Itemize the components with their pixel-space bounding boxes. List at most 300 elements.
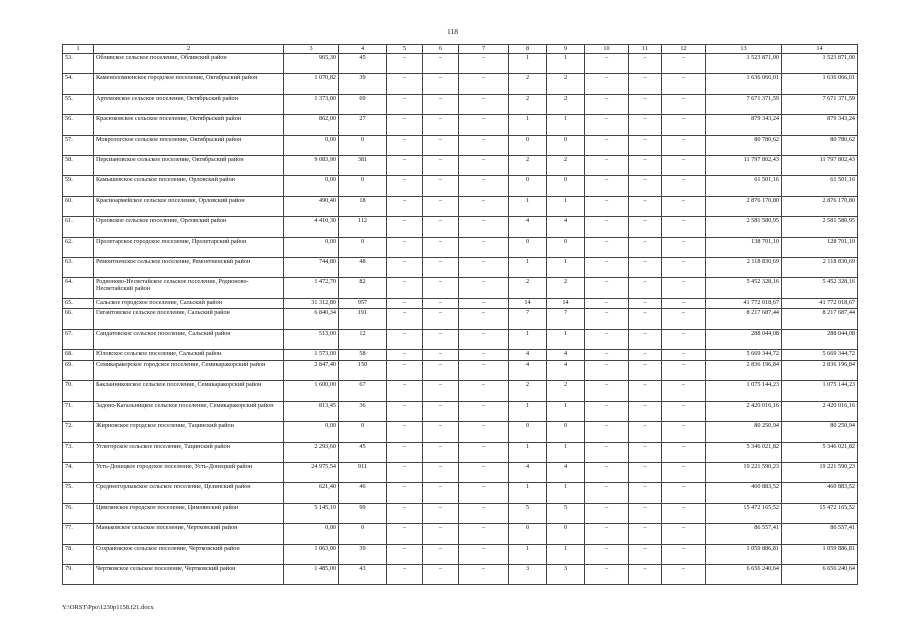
value-cell: 80 780,62 — [706, 135, 782, 155]
municipality-name-cell: Маньковское сельское поселение, Чертковский район — [94, 524, 284, 544]
value-cell: – — [585, 401, 629, 421]
value-cell: – — [387, 298, 423, 309]
value-cell: – — [423, 217, 459, 237]
value-cell: 5 — [547, 503, 585, 523]
value-cell: – — [387, 401, 423, 421]
value-cell: 1 — [509, 401, 547, 421]
value-cell: 41 772 018,67 — [782, 298, 858, 309]
value-cell: 0 — [509, 524, 547, 544]
value-cell: 1 — [547, 442, 585, 462]
header-cell: 4 — [339, 45, 387, 54]
row-number-cell: 55. — [63, 94, 94, 114]
value-cell: 1 — [509, 257, 547, 277]
value-cell: 86 557,41 — [782, 524, 858, 544]
value-cell: 0 — [547, 135, 585, 155]
value-cell: 0 — [547, 176, 585, 196]
value-cell: 45 — [339, 54, 387, 74]
value-cell: – — [585, 544, 629, 564]
value-cell: – — [662, 217, 706, 237]
value-cell: 112 — [339, 217, 387, 237]
municipality-name-cell: Персиановское сельское поселение, Октябрьский район — [94, 155, 284, 175]
value-cell: – — [423, 544, 459, 564]
value-cell: – — [629, 257, 662, 277]
value-cell: – — [662, 54, 706, 74]
value-cell: 1 — [547, 257, 585, 277]
value-cell: – — [662, 309, 706, 329]
row-number-cell: 68. — [63, 350, 94, 361]
value-cell: – — [423, 54, 459, 74]
value-cell: – — [423, 94, 459, 114]
value-cell: – — [585, 278, 629, 298]
value-cell: – — [387, 544, 423, 564]
value-cell: 4 — [509, 350, 547, 361]
value-cell: 46 — [339, 483, 387, 503]
value-cell: – — [387, 463, 423, 483]
table-row — [63, 361, 858, 381]
municipality-name-cell: Гигантовское сельское поселение, Сальский район — [94, 309, 284, 329]
value-cell: 12 — [339, 329, 387, 349]
row-number-cell: 67. — [63, 329, 94, 349]
value-cell: 7 671 371,59 — [782, 94, 858, 114]
row-number-cell: 65. — [63, 298, 94, 309]
value-cell: 4 410,30 — [284, 217, 339, 237]
value-cell: – — [387, 135, 423, 155]
value-cell: – — [629, 442, 662, 462]
value-cell: – — [629, 503, 662, 523]
value-cell: 2 293,60 — [284, 442, 339, 462]
row-number-cell: 72. — [63, 422, 94, 442]
value-cell: – — [459, 309, 509, 329]
value-cell: 0 — [339, 524, 387, 544]
value-cell: – — [387, 94, 423, 114]
value-cell: 1 059 886,81 — [706, 544, 782, 564]
table-row — [63, 298, 858, 309]
value-cell: – — [629, 135, 662, 155]
value-cell: 39 — [339, 544, 387, 564]
value-cell: – — [423, 155, 459, 175]
value-cell: – — [387, 237, 423, 257]
municipality-name-cell: Красноармейское сельское поселение, Орловский район — [94, 196, 284, 216]
value-cell: 24 975,54 — [284, 463, 339, 483]
value-cell: – — [629, 196, 662, 216]
row-number-cell: 57. — [63, 135, 94, 155]
table-row — [63, 463, 858, 483]
value-cell: 0,00 — [284, 524, 339, 544]
header-cell: 1 — [63, 45, 94, 54]
value-cell: 0 — [509, 176, 547, 196]
value-cell: – — [459, 329, 509, 349]
table-row — [63, 524, 858, 544]
value-cell: – — [585, 309, 629, 329]
value-cell: 8 217 687,44 — [782, 309, 858, 329]
value-cell: 2 — [547, 381, 585, 401]
value-cell: 1 636 066,01 — [706, 74, 782, 94]
value-cell: – — [459, 217, 509, 237]
value-cell: – — [585, 257, 629, 277]
value-cell: – — [423, 463, 459, 483]
value-cell: – — [629, 350, 662, 361]
value-cell: – — [387, 503, 423, 523]
value-cell: – — [387, 257, 423, 277]
value-cell: 4 — [547, 463, 585, 483]
table-row — [63, 176, 858, 196]
row-number-cell: 60. — [63, 196, 94, 216]
value-cell: – — [459, 54, 509, 74]
value-cell: – — [629, 483, 662, 503]
value-cell: 1 523 871,00 — [782, 54, 858, 74]
value-cell: 1 059 886,81 — [782, 544, 858, 564]
value-cell: – — [585, 94, 629, 114]
value-cell: – — [662, 483, 706, 503]
value-cell: 19 221 590,23 — [782, 463, 858, 483]
municipality-name-cell: Камышевское сельское поселение, Орловский район — [94, 176, 284, 196]
municipality-name-cell: Родионово-Несветайское сельское поселение, Родионово-Несветайский район — [94, 278, 284, 298]
value-cell: – — [662, 564, 706, 584]
value-cell: – — [387, 422, 423, 442]
value-cell: 2 — [509, 155, 547, 175]
value-cell: 1 — [547, 329, 585, 349]
value-cell: 14 — [509, 298, 547, 309]
table-row — [63, 401, 858, 421]
value-cell: 5 145,10 — [284, 503, 339, 523]
value-cell: 11 797 802,43 — [782, 155, 858, 175]
table-row — [63, 278, 858, 298]
value-cell: 86 557,41 — [706, 524, 782, 544]
value-cell: – — [387, 381, 423, 401]
value-cell: 2 836 196,84 — [782, 361, 858, 381]
municipality-name-cell: Жирновское городское поселение, Тацинский район — [94, 422, 284, 442]
value-cell: 3 — [509, 564, 547, 584]
value-cell: 2 581 580,95 — [782, 217, 858, 237]
value-cell: – — [387, 176, 423, 196]
value-cell: 813,45 — [284, 401, 339, 421]
value-cell: – — [423, 483, 459, 503]
value-cell: – — [585, 237, 629, 257]
value-cell: – — [662, 503, 706, 523]
value-cell: 15 472 165,52 — [706, 503, 782, 523]
value-cell: 1 472,70 — [284, 278, 339, 298]
value-cell: – — [423, 298, 459, 309]
value-cell: – — [459, 564, 509, 584]
value-cell: 965,30 — [284, 54, 339, 74]
row-number-cell: 76. — [63, 503, 94, 523]
value-cell: 7 — [509, 309, 547, 329]
value-cell: – — [629, 361, 662, 381]
value-cell: – — [585, 361, 629, 381]
value-cell: 460 883,52 — [782, 483, 858, 503]
data-table — [62, 44, 858, 585]
header-row — [63, 45, 858, 54]
value-cell: – — [629, 422, 662, 442]
table-row — [63, 196, 858, 216]
value-cell: 39 — [339, 74, 387, 94]
value-cell: – — [459, 115, 509, 135]
value-cell: – — [459, 401, 509, 421]
value-cell: – — [387, 74, 423, 94]
value-cell: – — [662, 237, 706, 257]
row-number-cell: 77. — [63, 524, 94, 544]
value-cell: – — [387, 350, 423, 361]
value-cell: – — [662, 74, 706, 94]
value-cell: 1 — [547, 401, 585, 421]
municipality-name-cell: Красюковское сельское поселение, Октябрьский район — [94, 115, 284, 135]
row-number-cell: 64. — [63, 278, 94, 298]
value-cell: – — [387, 361, 423, 381]
value-cell: – — [423, 74, 459, 94]
value-cell: – — [629, 401, 662, 421]
value-cell: 1 — [509, 329, 547, 349]
value-cell: 128 701,10 — [782, 237, 858, 257]
value-cell: 1 573,00 — [284, 350, 339, 361]
value-cell: 0 — [547, 237, 585, 257]
value-cell: – — [585, 135, 629, 155]
row-number-cell: 56. — [63, 115, 94, 135]
value-cell: – — [423, 135, 459, 155]
value-cell: 1 075 144,23 — [782, 381, 858, 401]
table-row — [63, 422, 858, 442]
value-cell: – — [629, 381, 662, 401]
value-cell: – — [629, 544, 662, 564]
value-cell: – — [662, 329, 706, 349]
value-cell: – — [387, 483, 423, 503]
value-cell: 1 — [547, 196, 585, 216]
row-number-cell: 63. — [63, 257, 94, 277]
header-cell: 6 — [423, 45, 459, 54]
value-cell: – — [459, 298, 509, 309]
value-cell: 2 — [547, 278, 585, 298]
municipality-name-cell: Усть-Донецкое городское поселение, Усть-Донецкий район — [94, 463, 284, 483]
value-cell: 2 — [547, 155, 585, 175]
value-cell: 1 — [509, 115, 547, 135]
table-row — [63, 350, 858, 361]
table-row — [63, 135, 858, 155]
header-cell: 14 — [782, 45, 858, 54]
value-cell: – — [423, 422, 459, 442]
value-cell: – — [423, 278, 459, 298]
row-number-cell: 53. — [63, 54, 94, 74]
value-cell: 1 — [547, 483, 585, 503]
value-cell: 0 — [509, 237, 547, 257]
municipality-name-cell: Сандатовское сельское поселение, Сальский район — [94, 329, 284, 349]
value-cell: 31 312,80 — [284, 298, 339, 309]
value-cell: – — [585, 74, 629, 94]
value-cell: 99 — [339, 503, 387, 523]
value-cell: 0,00 — [284, 237, 339, 257]
value-cell: 0 — [339, 176, 387, 196]
value-cell: – — [662, 115, 706, 135]
value-cell: – — [459, 135, 509, 155]
value-cell: 0,00 — [284, 422, 339, 442]
value-cell: – — [662, 298, 706, 309]
value-cell: – — [629, 463, 662, 483]
value-cell: – — [662, 524, 706, 544]
value-cell: 621,40 — [284, 483, 339, 503]
value-cell: 2 876 170,80 — [782, 196, 858, 216]
table-row — [63, 564, 858, 584]
value-cell: 0 — [547, 524, 585, 544]
value-cell: – — [423, 381, 459, 401]
value-cell: 2 836 196,84 — [706, 361, 782, 381]
value-cell: 0 — [339, 135, 387, 155]
value-cell: – — [387, 155, 423, 175]
value-cell: – — [629, 155, 662, 175]
municipality-name-cell: Мокрологское сельское поселение, Октябрьский район — [94, 135, 284, 155]
value-cell: – — [662, 401, 706, 421]
value-cell: 1 600,00 — [284, 381, 339, 401]
value-cell: – — [585, 54, 629, 74]
value-cell: 2 118 830,69 — [782, 257, 858, 277]
value-cell: 2 — [547, 74, 585, 94]
municipality-name-cell: Орловское сельское поселение, Орловский район — [94, 217, 284, 237]
value-cell: – — [459, 483, 509, 503]
value-cell: 15 472 165,52 — [782, 503, 858, 523]
value-cell: 7 671 371,59 — [706, 94, 782, 114]
value-cell: – — [423, 401, 459, 421]
value-cell: – — [585, 115, 629, 135]
value-cell: 490,40 — [284, 196, 339, 216]
header-cell: 10 — [585, 45, 629, 54]
value-cell: 2 420 016,16 — [782, 401, 858, 421]
header-cell: 7 — [459, 45, 509, 54]
row-number-cell: 61. — [63, 217, 94, 237]
value-cell: 5 346 021,82 — [782, 442, 858, 462]
value-cell: 82 — [339, 278, 387, 298]
value-cell: 288 044,08 — [706, 329, 782, 349]
table-header — [63, 45, 858, 54]
table-row — [63, 503, 858, 523]
value-cell: – — [585, 524, 629, 544]
header-cell: 5 — [387, 45, 423, 54]
municipality-name-cell: Сальское городское поселение, Сальский район — [94, 298, 284, 309]
value-cell: 4 — [509, 463, 547, 483]
value-cell: 0 — [547, 422, 585, 442]
value-cell: – — [423, 564, 459, 584]
value-cell: 5 452 328,16 — [706, 278, 782, 298]
value-cell: – — [585, 298, 629, 309]
value-cell: 3 — [547, 564, 585, 584]
value-cell: – — [387, 54, 423, 74]
value-cell: 1 — [509, 544, 547, 564]
value-cell: 80 780,62 — [782, 135, 858, 155]
value-cell: 2 847,40 — [284, 361, 339, 381]
table-row — [63, 544, 858, 564]
value-cell: – — [629, 237, 662, 257]
row-number-cell: 59. — [63, 176, 94, 196]
value-cell: – — [629, 217, 662, 237]
value-cell: 4 — [547, 361, 585, 381]
municipality-name-cell: Артемовское сельское поселение, Октябрьский район — [94, 94, 284, 114]
value-cell: 1 070,82 — [284, 74, 339, 94]
value-cell: 69 — [339, 94, 387, 114]
value-cell: – — [423, 196, 459, 216]
value-cell: – — [662, 196, 706, 216]
value-cell: – — [629, 278, 662, 298]
value-cell: 288 044,08 — [782, 329, 858, 349]
value-cell: – — [662, 463, 706, 483]
value-cell: – — [629, 524, 662, 544]
value-cell: 460 883,52 — [706, 483, 782, 503]
municipality-name-cell: Сохрановское сельское поселение, Чертковский район — [94, 544, 284, 564]
value-cell: – — [629, 94, 662, 114]
value-cell: 2 — [509, 94, 547, 114]
value-cell: 11 797 802,43 — [706, 155, 782, 175]
value-cell: 0 — [509, 135, 547, 155]
footer-path: Y:\ORST\Ppo\1230p1158.f21.docx — [62, 604, 154, 611]
page-number: 118 — [447, 27, 458, 36]
row-number-cell: 74. — [63, 463, 94, 483]
value-cell: 18 — [339, 196, 387, 216]
value-cell: – — [459, 524, 509, 544]
value-cell: – — [423, 309, 459, 329]
value-cell: 862,00 — [284, 115, 339, 135]
municipality-name-cell: Пролетарское городское поселение, Пролетарский район — [94, 237, 284, 257]
row-number-cell: 69. — [63, 361, 94, 381]
value-cell: 1 636 066,01 — [782, 74, 858, 94]
value-cell: 1 — [509, 442, 547, 462]
value-cell: – — [662, 176, 706, 196]
value-cell: 5 346 021,82 — [706, 442, 782, 462]
value-cell: 150 — [339, 361, 387, 381]
value-cell: – — [662, 422, 706, 442]
table-row — [63, 381, 858, 401]
value-cell: 0 — [339, 422, 387, 442]
value-cell: 1 — [509, 483, 547, 503]
value-cell: 0 — [339, 237, 387, 257]
table-row — [63, 329, 858, 349]
value-cell: 19 221 590,23 — [706, 463, 782, 483]
municipality-name-cell: Ремонтненское сельское поселение, Ремонтненский район — [94, 257, 284, 277]
value-cell: – — [585, 176, 629, 196]
header-cell: 13 — [706, 45, 782, 54]
value-cell: – — [459, 196, 509, 216]
value-cell: – — [459, 381, 509, 401]
value-cell: – — [459, 442, 509, 462]
value-cell: – — [629, 298, 662, 309]
value-cell: 6 840,34 — [284, 309, 339, 329]
value-cell: – — [662, 155, 706, 175]
value-cell: – — [459, 463, 509, 483]
row-number-cell: 78. — [63, 544, 94, 564]
header-cell: 8 — [509, 45, 547, 54]
value-cell: – — [585, 381, 629, 401]
municipality-name-cell: Углегорское сельское поселение, Тацинский район — [94, 442, 284, 462]
municipality-name-cell: Обливское сельское поселение, Обливский район — [94, 54, 284, 74]
table-row — [63, 257, 858, 277]
value-cell: – — [459, 237, 509, 257]
value-cell: – — [387, 115, 423, 135]
value-cell: – — [459, 278, 509, 298]
value-cell: – — [662, 442, 706, 462]
value-cell: 2 876 170,80 — [706, 196, 782, 216]
value-cell: – — [459, 155, 509, 175]
row-number-cell: 70. — [63, 381, 94, 401]
value-cell: – — [585, 217, 629, 237]
value-cell: 2 — [547, 94, 585, 114]
value-cell: 4 — [509, 361, 547, 381]
value-cell: – — [629, 54, 662, 74]
value-cell: – — [662, 544, 706, 564]
value-cell: 41 772 018,67 — [706, 298, 782, 309]
value-cell: 2 420 016,16 — [706, 401, 782, 421]
value-cell: – — [585, 350, 629, 361]
value-cell: – — [459, 74, 509, 94]
value-cell: – — [585, 564, 629, 584]
value-cell: – — [585, 329, 629, 349]
value-cell: – — [423, 176, 459, 196]
value-cell: 2 581 580,95 — [706, 217, 782, 237]
row-number-cell: 79. — [63, 564, 94, 584]
row-number-cell: 66. — [63, 309, 94, 329]
